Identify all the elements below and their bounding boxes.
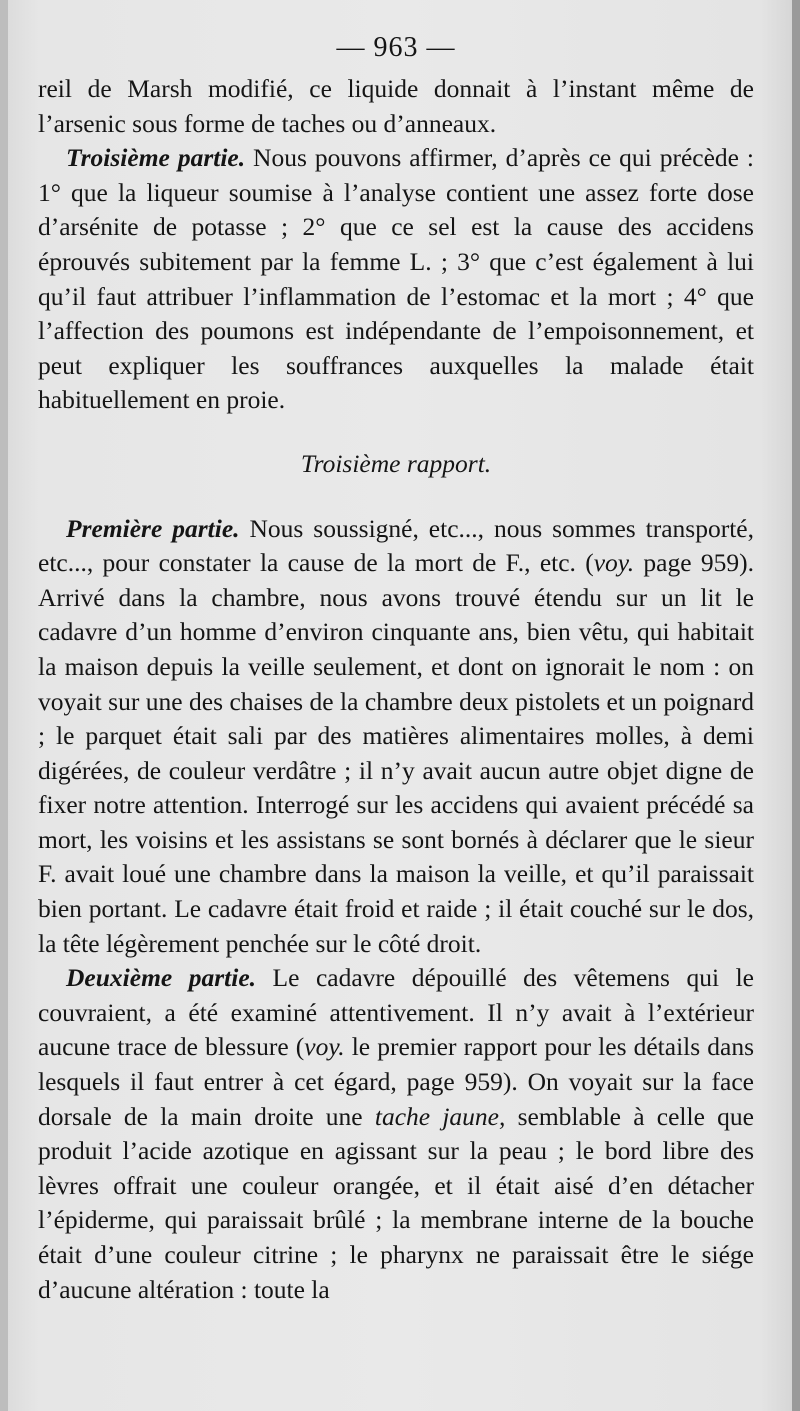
reference-abbrev: voy.	[593, 548, 635, 578]
paragraph-text: Le cadavre dépouillé des vêtemens qui le couvraient, a été examiné attentivement. Il n’y avait à l’extérieur aucune trace de blessure (	[38, 963, 754, 1062]
paragraph-troisieme-partie	[38, 141, 754, 418]
page-number: — 963 —	[336, 32, 456, 63]
book-page	[8, 0, 792, 1411]
paragraph-text: semblable à celle que produit l’acide azotique en agissant sur la peau ; le bord libre des lèvres offrait une couleur orangée, et il était aisé d’en détacher l’épiderme, qui paraissait brûlé ; la membrane interne de la bouche était d’une couleur citrine ; le pharynx ne paraissait être le siége d’aucune altération : toute la	[38, 1101, 754, 1304]
paragraph-lead: Première partie.	[66, 513, 240, 543]
paragraph-premiere-partie	[38, 512, 754, 962]
italic-term: tache jaune,	[374, 1101, 506, 1131]
reference-abbrev: voy.	[304, 1032, 345, 1062]
paragraph-lead: Troisième partie.	[66, 143, 246, 173]
paragraph-text: reil de Marsh modifié, ce liquide donnait à l’instant même de l’arsenic sous forme de taches ou d’anneaux.	[38, 74, 754, 138]
page-edge-shadow	[792, 0, 800, 1411]
section-title: Troisième rapport.	[300, 448, 492, 478]
paragraph-lead: Deuxième partie.	[66, 963, 257, 993]
paragraph-text: Nous pouvons affirmer, d’après ce qui précède : 1° que la liqueur soumise à l’analyse contient une assez forte dose d’arsénite de potasse ; 2° que ce sel est la cause des accidens éprouvés subitement par la femme L. ; 3° que c’est également à lui qu’il faut attribuer l’inflammation de l’estomac et la mort ; 4° que l’affection des poumons est indépendante de l’empoisonnement, et peut expliquer les souffrances auxquelles la malade était habituellement en proie.	[38, 143, 754, 415]
paragraph-deuxieme-partie	[38, 961, 754, 1307]
paragraph-text: Nous soussigné, etc..., nous sommes transporté, etc..., pour constater la cause de la mort de F., etc. (	[38, 513, 754, 578]
paragraph-continuation	[38, 72, 754, 141]
paragraph-text: page 959). Arrivé dans la chambre, nous avons trouvé étendu sur un lit le cadavre d’un homme d’environ cinquante ans, bien vêtu, qui habitait la maison depuis la veille seulement, et dont on ignorait le nom : on voyait sur une des chaises de la chambre deux pistolets et un poignard ; le parquet était sali par des matières alimentaires molles, à demi digérées, de couleur verdâtre ; il n’y avait aucun autre objet digne de fixer notre attention. Interrogé sur les accidens qui avaient précédé sa mort, les voisins et les assistans se sont bornés à déclarer que le sieur F. avait loué une chambre dans la maison la veille, et qu’il paraissait bien portant. Le cadavre était froid et raide ; il était couché sur le dos, la tête légèrement penchée sur le côté droit.	[38, 548, 754, 958]
paragraph-text: le premier rapport pour les détails dans lesquels il faut entrer à cet égard, page 959). On voyait sur la face dorsale de la main droite une	[38, 1032, 754, 1131]
page-body	[38, 72, 754, 1307]
